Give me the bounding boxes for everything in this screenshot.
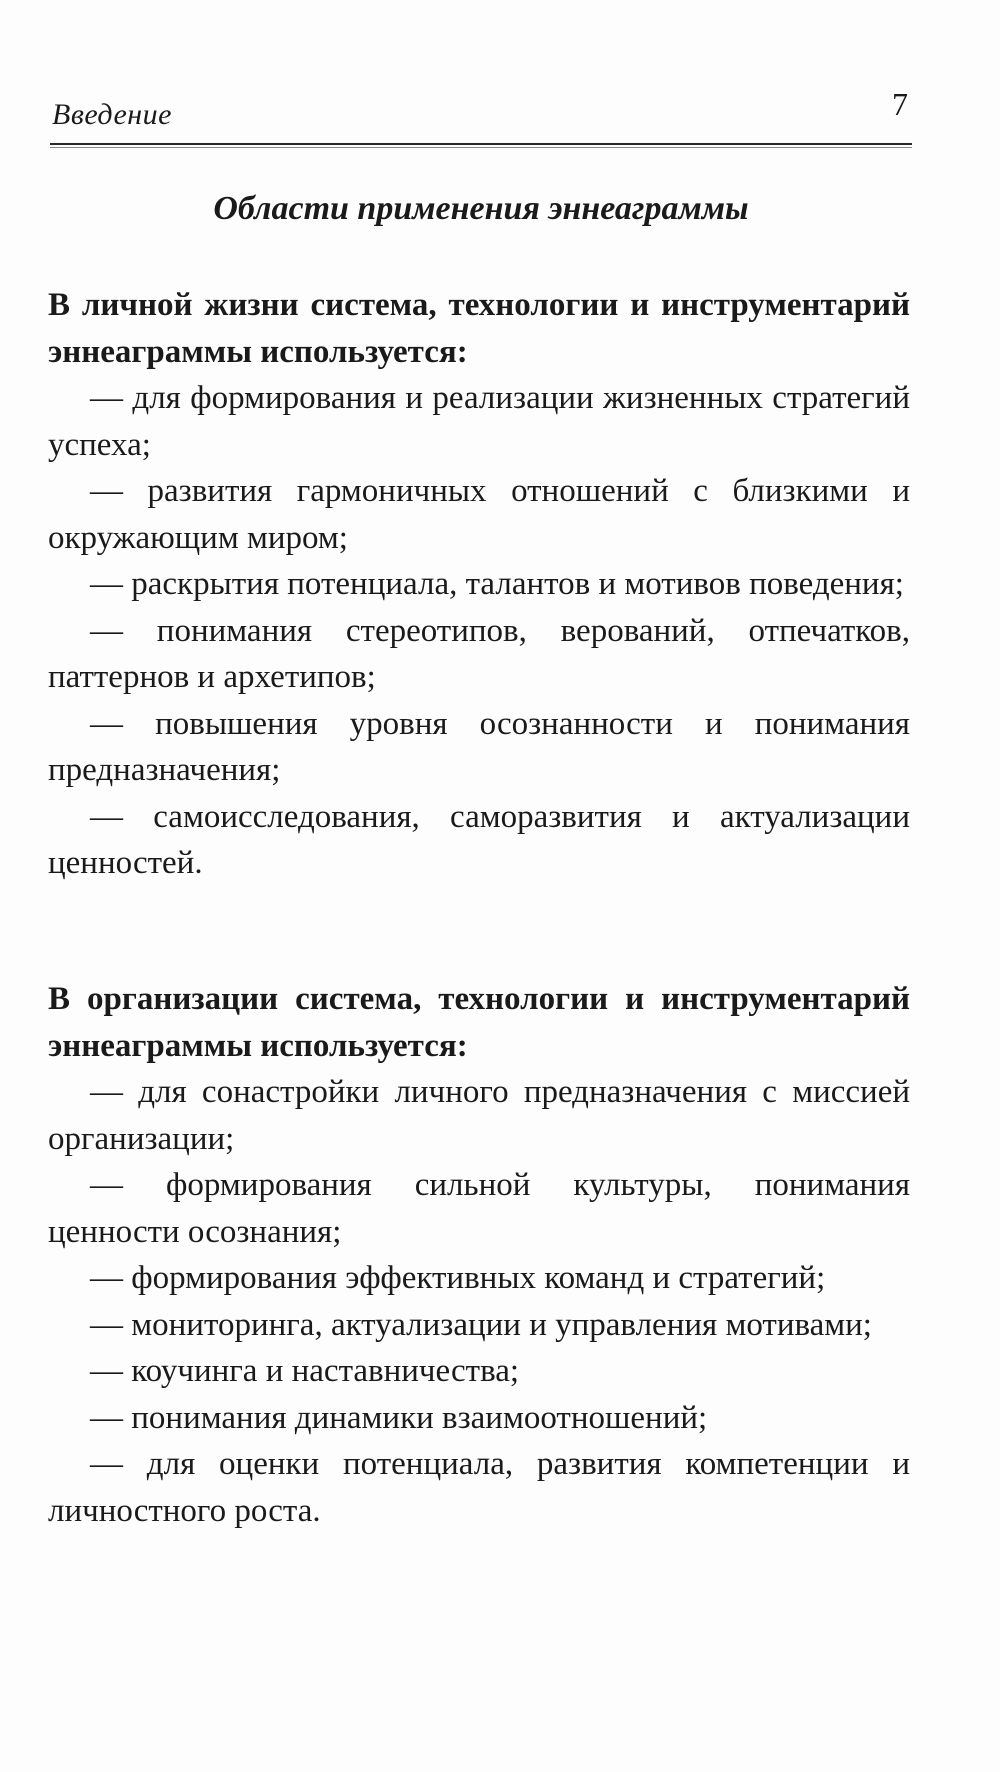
list-item: — развития гармоничных отношений с близкими и окружающим миром;: [48, 473, 910, 556]
list-item: — коучинга и наставничества;: [90, 1353, 520, 1389]
section-personal-life: [48, 282, 910, 887]
list-item: — понимания динамики взаимоотношений;: [90, 1399, 708, 1436]
section-lead: В личной жизни система, технологии и инструментарий эннеаграммы используется:: [48, 287, 910, 370]
list-item: — для сонастройки личного предназначения с миссией организации;: [48, 1074, 910, 1157]
list-item: — для оценки потенциала, развития компетенции и личностного роста.: [48, 1446, 910, 1529]
list-item: — самоисследования, саморазвития и актуализации ценностей.: [48, 798, 910, 881]
section-lead: В организации система, технологии и инструментарий эннеаграммы используется:: [48, 981, 910, 1064]
list-item: — раскрытия потенциала, талантов и мотивов поведения;: [90, 566, 904, 602]
list-item: — для формирования и реализации жизненных стратегий успеха;: [48, 380, 910, 463]
list-item: — формирования сильной культуры, понимания ценности осознания;: [48, 1167, 910, 1250]
header-rule-thin: [50, 147, 912, 148]
running-head: Введение: [52, 98, 172, 131]
list-item: — мониторинга, актуализации и управления мотивами;: [90, 1306, 872, 1343]
list-item: — формирования эффективных команд и стратегий;: [90, 1260, 826, 1296]
list-item: — понимания стереотипов, верований, отпечатков, паттернов и архетипов;: [48, 612, 910, 695]
chapter-subtitle: Области применения эннеаграммы: [213, 190, 749, 227]
section-organization: [48, 976, 910, 1534]
header-rule: [50, 143, 912, 145]
page-number: 7: [892, 86, 908, 122]
list-item: — повышения уровня осознанности и понимания предназначения;: [48, 705, 910, 788]
